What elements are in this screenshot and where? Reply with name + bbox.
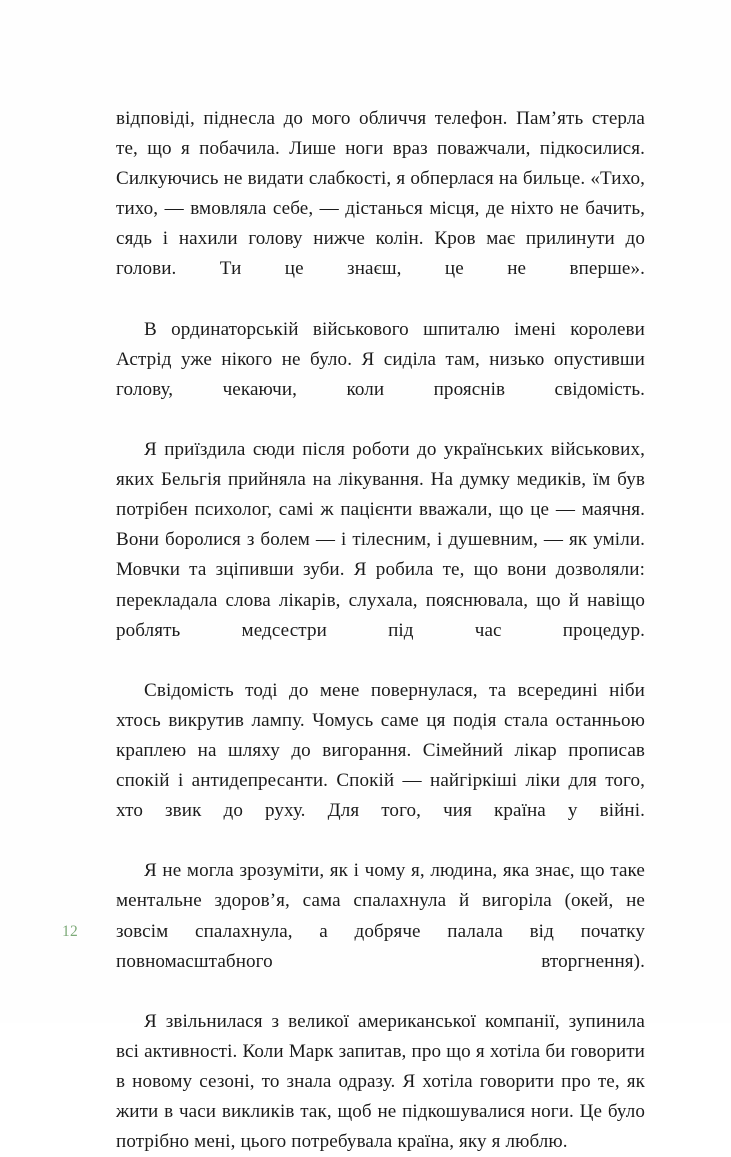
paragraph-4-text: Свідомість тоді до мене повернулася, та всередині ніби хтось викрутив лампу. Чомусь саме ця подія стала останньою краплею на шляху до вигорання. Сімейний лікар прописав спокій і антидепресанти. Спокій — найгіркіші ліки для того, хто звик до руху. Для того, чия країна у війні.	[116, 679, 645, 822]
paragraph-2-text: В ординаторській військового шпиталю імені королеви Астрід уже нікого не було. Я сиділа там, низько опустивши голову, чекаючи, коли прояснів свідомість.	[116, 318, 645, 400]
paragraph-6-text: Я звільнилася з великої американської компанії, зупинила всі активності. Коли Марк запитав, про що я хотіла би говорити в новому сезоні, то знала одразу. Я хотіла говорити про те, як жити в часи викликів так, щоб не підкошувалися ноги. Це було потрібно мені, цього потребувала країна, яку я люблю.	[116, 1010, 645, 1153]
paragraph-2	[116, 315, 645, 435]
paragraph-3	[116, 435, 645, 676]
paragraph-1	[116, 104, 645, 315]
paragraph-5-text: Я не могла зрозуміти, як і чому я, людина, яка знає, що таке ментальне здоров’я, сама спалахнула й вигоріла (окей, не зовсім спалахнула, а добряче палала від початку повномасштабного вторгнення).	[116, 860, 645, 972]
paragraph-6	[116, 1007, 645, 1157]
paragraph-5	[116, 856, 645, 1006]
paragraph-3-text: Я приїздила сюди після роботи до українських військових, яких Бельгія прийняла на лікування. На думку медиків, їм був потрібен психолог, самі ж пацієнти вважали, що це — маячня. Вони боролися з болем — і тілесним, і душевним, — як уміли. Мовчки та зціпивши зуби. Я робила те, що вони дозволяли: перекладала слова лікарів, слухала, пояснювала, що й навіщо роблять медсестри під час процедур.	[116, 439, 645, 641]
body-text-column	[116, 104, 645, 1157]
page-number: 12	[62, 923, 79, 940]
paragraph-4	[116, 676, 645, 857]
paragraph-1-text: відповіді, піднесла до мого обличчя телефон. Пам’ять стерла те, що я побачила. Лише ноги враз поважчали, підкосилися. Силкуючись не видати слабкості, я обперлася на бильце. «Тихо, тихо, — вмовляла себе, — дістанься місця, де ніхто не бачить, сядь і нахили голову нижче колін. Кров має прилинути до голови. Ти це знаєш, це не вперше».	[116, 108, 645, 280]
